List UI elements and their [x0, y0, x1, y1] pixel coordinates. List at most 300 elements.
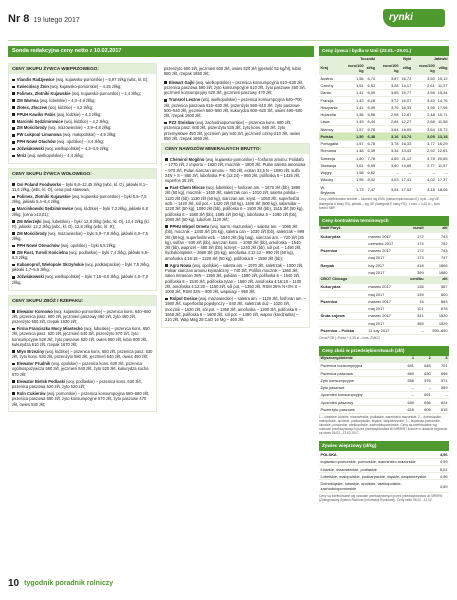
list-item [12, 309, 153, 325]
bullet-icon [12, 183, 15, 186]
pigs-title: Żywiec wieprzowy (zł/kg) [319, 441, 449, 451]
table-cell: 1,58 [342, 169, 365, 176]
list-item [12, 91, 153, 96]
contract-name: Kukurydza [319, 232, 367, 239]
table-cell: – [415, 384, 432, 391]
item-text: (woj. wielkopolskie) – 4,4 zł/kg; [26, 153, 84, 159]
bullet-icon [165, 298, 168, 301]
list-item [12, 77, 153, 82]
item-text: (woj. kujawsko-pomorskie) – fosforan amonu: Polidafo – 1770 zł/t, z importu – 1620 zł/t, mocznik – 1800 zł/t, Pulan saletra amonowa – 970 zł/t, Pulan siarczan amonu – 780 zł/t, extran 33,5 N – 1080 zł/t, sulfo 24N + S – 880 zł/t, lubofoska P-K (12:24) – 950 zł/t, polifoska 6 – 1425 zł/t, superfos 25 zł/t; [165, 156, 306, 184]
bullet-icon [12, 245, 15, 248]
table-cell: 16,33 [401, 104, 412, 110]
list-item [165, 224, 306, 261]
price-box [8, 63, 157, 164]
box-body [9, 74, 156, 163]
box-body [9, 179, 156, 290]
table-cell: 139 [403, 290, 425, 297]
table-cell: 16,09 [401, 126, 412, 132]
table-cell: 15,77 [401, 90, 412, 96]
grain-table [319, 356, 449, 414]
table-cell: 3,50 [413, 75, 436, 82]
table-cell: – [432, 391, 449, 398]
bullet-icon [12, 350, 15, 353]
header-cell: zł/kg [365, 63, 376, 75]
table-cell: 6,78 [365, 140, 376, 147]
eu-prices-note: Ceny zdefiniowane średnie – tuczniki: wg EMU (klasa mięśniowości E), byki – wg UE (kategoria A klasy R3), jałówki – wg UE (kategoria E klasy R3), 1 euro = 4,32 zł – kurs średni NBP. [319, 197, 440, 210]
box-title: CENY SKUPU ŻYWCA WIEPRZOWEGO: [9, 64, 156, 74]
header [8, 12, 80, 26]
table-cell: 136 [403, 283, 425, 290]
table-cell: 13,74 [401, 133, 412, 139]
list-item [12, 139, 153, 144]
footer [8, 577, 113, 590]
table-cell: 16,29 [437, 141, 448, 147]
table-cell: 6,82 [365, 169, 376, 176]
bullet-icon [12, 328, 15, 331]
table-row [319, 305, 449, 312]
bullet-icon [12, 127, 15, 130]
table-cell: 6,74 [365, 75, 376, 82]
item-text: (woj. kujawsko-pomorskie) – pszenica kons. 640–650 zł/t, pszenica pasz. 600 zł/t, jęczmień paszowy 480 zł/t, żyto 460 zł/t, pszenżyto 500 zł/t, rzepak 1630 zł/t; [12, 308, 151, 325]
item-text: (woj. łódzkie) – 4,3 zł/kg; [55, 111, 102, 117]
table-cell: marzec 2017 [367, 247, 404, 254]
table-cell: 10,71 [437, 112, 448, 118]
table-cell: 6,09 [365, 104, 376, 111]
company-name: Elewator Bielsk Podlaski [16, 378, 66, 384]
bullet-icon [12, 392, 15, 395]
company-name: Mróz [16, 153, 27, 159]
company-name: Fast-Chem Mircze [169, 185, 205, 191]
company-name: Kwiecińscy Żnin [16, 84, 49, 90]
table-cell: Lubelskie, małopolskie, podkarpackie, śląskie, świętokrzyskie [319, 473, 438, 480]
bullet-icon [12, 363, 15, 366]
item-text: (woj. wielkopolskie) – pszenica konsumpcyjna 610–630 zł/t, pszenica paszowa 590 zł/t, żyto konsumpcyjne 510 zł/t, żyto paszowe 460 zł/t, jęczmień konsumpcyjny 520 zł/t, jęczmień paszowy 470 zł/t; [164, 79, 306, 96]
header-cell: euro/100 kg [413, 63, 436, 75]
header-cell: zł/t [425, 276, 449, 283]
table-cell: 1,57 [342, 125, 365, 132]
table-cell: Holandia [319, 111, 342, 118]
table-cell: 418 [403, 262, 425, 269]
table-cell: 3,87 [377, 75, 400, 82]
item-text: (woj. zachodniopomorskie) – pszenica kons. 680 zł/t, pszenica pasz. 600 zł/t, pszenżyto 535 zł/t, żyto kons. 560 zł/t, żyto przemysłowe 450 zł/t, jęczmień jary 540 zł/t, jęczmień ozimy 510 zł/t, owies 550 zł/t, rzepak 1860 zł/t. [164, 120, 301, 142]
table-row [319, 480, 449, 492]
company-name: Elewator Kornowo [16, 308, 53, 314]
table-cell: Dolnośląskie, lubuskie, opolskie, wielkopolskie, zachodniopomorskie [319, 480, 438, 492]
table-row [319, 176, 449, 183]
table-cell: 1,43 [342, 96, 365, 103]
table-cell: 14,17 [401, 82, 412, 88]
grain-title: Ceny zbóż w przedsiębiorstwach (zł/t) [319, 346, 449, 356]
bullet-icon [12, 113, 15, 116]
list-item [12, 112, 153, 117]
table-cell: 1520 [425, 312, 449, 319]
issue-number: Nr 8 [8, 13, 30, 25]
list-item [12, 379, 153, 390]
table-cell: 1,38 [342, 111, 365, 118]
list-item [12, 119, 153, 124]
table-cell: 1,51 [342, 82, 365, 89]
table-row [319, 391, 449, 398]
table-cell: 3,78 [377, 140, 400, 147]
table-cell: marzec 2017 [367, 312, 404, 319]
group-header-row [319, 56, 449, 63]
table-cell: 2,84 [377, 118, 400, 125]
table-cell: 12,27 [401, 119, 412, 125]
subheader-row [319, 63, 449, 75]
item-text: (woj. lubuskie) – pszenica kons. 650 zł/t, pszenica pasz. 620 zł/t, jęczmień 540 zł/t, pszenżyto 570 zł/t, żyto konsumpcyjne 520 zł/t, żyto paszowe 520 zł/t, owies 550 zł/t, łubin 800 zł/t, kukurydza 610 zł/t, rzepak 1670 zł/t; [12, 326, 150, 348]
table-cell: 691 [399, 362, 416, 369]
list-item [12, 231, 153, 242]
table-cell: 5,01 [439, 466, 448, 472]
table-cell: Rumunia [319, 147, 342, 154]
list-item [12, 206, 153, 217]
bullet-icon [12, 208, 15, 211]
contract-name: Kukurydza [319, 283, 367, 290]
table-cell: 3,64 [377, 125, 400, 132]
item-text: (woj. łódzkie) – byki 7,3 zł/kg, jałówki 6,8 zł/kg, (cena ≥13,01); [12, 206, 148, 217]
table-cell: 571 [432, 377, 449, 384]
header-cell: 2 [415, 356, 432, 363]
table-cell: – [400, 169, 413, 176]
table-cell: – [399, 391, 416, 398]
table-row [319, 451, 449, 458]
list-item [12, 153, 153, 158]
bullet-icon [165, 158, 168, 161]
bullet-icon [12, 134, 15, 137]
table-cell: 3,40 [413, 96, 436, 103]
list-item [12, 243, 153, 248]
table-cell: 3,65 [377, 89, 400, 96]
table-cell: 3,05 [413, 133, 436, 140]
box-title: CENY SKUPU ZBÓŻ I RZEPAKU: [9, 296, 156, 306]
header-cell: Byki [377, 56, 413, 63]
company-name: PPH Nowé Otachów [16, 139, 56, 145]
table-cell: Żyto konsumpcyjne [319, 377, 399, 384]
bullet-icon [12, 196, 15, 199]
table-cell: 1529 [425, 320, 449, 327]
header-cell [319, 56, 342, 63]
table-cell: 399 [403, 269, 425, 276]
eu-prices-title: Ceny żywca i bydła w Unii (23.01.–29.01.) [319, 46, 449, 56]
company-name: Roln Cukierów [16, 390, 46, 396]
column-left [8, 63, 157, 416]
list-item [12, 125, 153, 130]
bullet-icon [12, 106, 15, 109]
table-row [319, 320, 449, 327]
bullet-icon [12, 276, 15, 279]
company-name: ZM Warmia [16, 97, 39, 103]
table-cell: 7,78 [365, 155, 376, 162]
list-item [12, 262, 153, 273]
table-row [319, 283, 449, 290]
table-row [319, 133, 449, 140]
table-cell: 3,72 [377, 96, 400, 103]
header-cell: cent/bu [403, 276, 425, 283]
header-cell: zł/t [425, 226, 449, 233]
list-item [165, 185, 306, 222]
bullet-icon [12, 264, 15, 267]
item-text: (woj. małopolskie) – 4,9 zł/kg; [61, 132, 117, 138]
table-cell: maj 2017 [367, 254, 404, 261]
item-text: (woj. łódzkie) – 4,2 zł/kg; [62, 118, 109, 124]
item-text: (woj. mazowieckie) – 3,9–4,8 zł/kg; [46, 125, 112, 131]
list-item [165, 157, 306, 184]
bullet-icon [12, 220, 15, 223]
table-cell: 1,41 [342, 104, 365, 111]
table-cell: 355 [403, 320, 425, 327]
table-cell: Pszenżyto paszowe [319, 406, 399, 413]
company-name: Firma Franciszka Mocy Miastecko [16, 326, 83, 332]
table-cell: 4,96 [439, 451, 448, 457]
item-text: (woj. wielkopolskie) – byki 7,15–8,0 zł/kg, jałówki 4,0–7,0 zł/kg. [12, 274, 149, 285]
table-row [319, 399, 449, 406]
table-row [319, 312, 449, 319]
table-cell: 6,52 [365, 82, 376, 89]
company-name: Marcinki Sędzimirowice [16, 118, 63, 124]
table-cell: 5,96 [365, 111, 376, 118]
header-cell: 1 [399, 356, 416, 363]
item-text: (woj. wielkopolskie) – 4,3–4,9 zł/kg; [43, 146, 110, 152]
table-cell: 2,92 [413, 147, 436, 154]
table-cell: 701 [432, 362, 449, 369]
table-cell: 8,42 [365, 176, 376, 183]
list-item [12, 391, 153, 407]
list-item [12, 349, 153, 360]
item-text: (woj. opolskie) – 4,4 zł/kg; [55, 139, 104, 145]
bullet-icon [12, 141, 15, 144]
table-cell: 2,98 [377, 111, 400, 118]
table-cell: 630 [415, 370, 432, 377]
table-cell: Jęczmień paszowy [319, 399, 399, 406]
contracts-table [319, 226, 449, 335]
item-text: (woj. podlaskie) – pszenica kons. 630 zł/t, pszenica paszowa 620 zł/t, żyto 520 zł/t; [12, 378, 142, 390]
table-row [319, 254, 449, 261]
table-cell: Francja [319, 96, 342, 103]
table-cell: 4,89 [377, 155, 400, 162]
table-cell: maj 2017 [367, 290, 404, 297]
table-cell: 16,33 [401, 141, 412, 147]
table-cell: Niemcy [319, 125, 342, 132]
table-cell: 174 [403, 240, 425, 247]
table-cell: 1680 [425, 269, 449, 276]
bullet-icon [12, 155, 15, 158]
table-cell: 624 [432, 399, 449, 406]
table-cell: 3,55 [413, 89, 436, 96]
table-cell: Pszenica paszowa [319, 370, 399, 377]
list-item [12, 361, 153, 377]
table-cell: 3,95 [413, 104, 436, 111]
table-cell: 3,40 [377, 162, 400, 169]
list-item [12, 250, 153, 261]
table-cell: 341 [403, 312, 425, 319]
table-cell: 636 [415, 399, 432, 406]
contract-name: Śruta sojowa [319, 312, 367, 319]
table-cell: 173 [403, 254, 425, 261]
contract-name [319, 290, 367, 297]
table-row [319, 82, 449, 89]
table-cell: – [413, 169, 436, 176]
contracts-note: Cena FOB (–Punkt + 4,30 zł – kurs: ZMK2) [319, 335, 380, 340]
table-cell: 4,18 [413, 184, 436, 196]
item-text: (woj. warm.-mazurskie) – saletra am. – 1090 zł/t (bb), mocznik – 1340 zł/t (25 kg), saletra can – 1030 zł/t (bb), saletrzak – 999 zł/t (50 kg), superfosfat wzb. – 1540 zł/t (big bag), siarczan am. – 720 zł/t (25 kg), sulfan – 930 zł/t (bb), siarczan kons. – 1090 zł/t (bb), amofoska – 1540 zł/t (bb), wapnzel – 480 zł/t (bb), kizeryt – 1240 zł/t (bb), sól pot. – 1490 zł/t, hydrokompleks – 2680 zł/t (25 kg), amofoska 4:12:12 – 990 zł/t (50 kg), amofoska 4:16:18 – 1220 zł/t (50 kg), polifoska 8 – 1590 zł/t (bb); [165, 223, 305, 261]
table-cell: marzec 2017 [367, 232, 404, 239]
header-cell: zł/kg [400, 63, 413, 75]
price-tables [319, 46, 449, 505]
table-cell: 1,95 [342, 176, 365, 183]
table-row [319, 155, 449, 162]
table-cell: 6,95 [365, 162, 376, 169]
table-cell: 4,96 [439, 473, 448, 479]
table-row [319, 370, 449, 377]
company-name: Złotex, Złoczew [16, 104, 48, 110]
company-name: PZZ Stoisław [168, 120, 195, 126]
table-row [319, 298, 449, 305]
bullet-icon [164, 99, 167, 102]
contract-name [319, 269, 367, 276]
table-cell: 615 [432, 406, 449, 413]
company-name: Elewator Prudnik [16, 361, 51, 367]
item-text: (woj. lubelskie) – 4,0–4,9 zł/kg; [38, 97, 96, 103]
table-cell: 1,49 [342, 118, 365, 125]
table-cell: 3,16 [377, 133, 400, 140]
column-middle [161, 63, 310, 416]
table-cell: 1,61 [342, 162, 365, 169]
list-item [12, 194, 153, 205]
table-cell: Żyto paszowe [319, 384, 399, 391]
table-row [319, 184, 449, 196]
bullet-icon [165, 225, 168, 228]
table-cell: Włochy [319, 176, 342, 183]
contract-name: Pszenica [319, 298, 367, 305]
item-text: (woj. mazowieckie) – saletra am. – 1120 zł/t, fosforan am. – 1980 zł/t, superfosfat pojedynczy – 840 zł/t, saletrzak duż – 1020 zł/t, mocznik – 1620 zł/t, sól pot. – 1360 zł/t, amofoska – 1200 zł/t, polifoska 6 – 1660 zł/t, polifoska 8 – 1600 zł/t, sól pot. – 1480 zł/t, wapno (kredziarka) – 210 zł/t, Wap Mag 28 CaO 16 Mg – 460 zł/t. [165, 296, 307, 323]
table-row [319, 96, 449, 103]
item-text: (woj. pomorskie) – pszenica konsumpcyjna 660–680 zł/t, pszenica paszowa 660 zł/t, żyto konsumpcyjne 570 zł/t, żyto paszowe 470 zł/t, owies 530 zł/t; [12, 390, 150, 407]
item-text: (woj. kujawsko-pomorskie) – byki 6,5–7,5 zł/kg, jałówki 5,4–6,4 zł/kg; [12, 194, 147, 205]
brand-logo: tygodnik poradnik rolniczy [24, 579, 114, 587]
company-name: Kabanoprof, Wielopole Skrzyńskie [16, 262, 84, 268]
list-item [12, 132, 153, 137]
table-cell: – [403, 327, 425, 334]
header-row [319, 356, 449, 363]
header-cell: CBOT Chicago [319, 276, 367, 283]
table-row [319, 232, 449, 239]
list-item [12, 98, 153, 103]
section-title: Sonda redakcyjna ceny netto z 10.02.2017 [8, 46, 314, 57]
table-cell: 2,61 [413, 82, 436, 89]
table-cell: 1,50 [342, 133, 365, 140]
bullet-icon [12, 99, 15, 102]
company-name: Osi Poland Foodworks [16, 181, 62, 187]
table-cell: 3,28 [377, 82, 400, 89]
item-text: (woj. lubelskie) – fosforan am. – 1870 zł/t (bb), 1890 zł/t (50 kg), mocznik – 1450 zł/t, saletrzak can – 1010 zł/t, saletra polska – 1120 zł/t (bb), 1130 zł/t (50 kg), siarczan am. kryst. – 1050 zł/t, superfosfat wzb. – 1420 zł/t, sól pot. – 1420 zł/t (50 kg), 1400 zł/t (500 kg), salamidar – 1220 zł/t (50 kg), 1090 zł/t (bb), polifoska 6 – 1500 zł/t (bb), 1515 zł/t (50 kg), polifoska 6 – 1580 zł/t (bb), 1595 zł/t (50 kg), lubofoska 5 – 1080 zł/t (bb), 1080 zł/t (50 kg), lubofom 1120 zł/t; [165, 185, 304, 222]
table-cell: Łódzkie, mazowieckie, podlaskie [319, 465, 438, 472]
table-row [319, 169, 449, 176]
table-cell: 18,06 [436, 184, 449, 196]
bullet-icon [165, 187, 168, 190]
bullet-icon [12, 251, 15, 254]
table-cell: 4,99 [439, 459, 448, 465]
table-cell: 17,06 [437, 104, 448, 110]
table-cell: 6,48 [365, 133, 376, 140]
item-text: (woj. kujawsko-pomorskie) – 4,4 zł/kg; [70, 90, 141, 96]
header-cell: 3 [432, 356, 449, 363]
continuation-text: pszenżyto 600 zł/t, jęczmień 600 zł/t, owies 520 zł/t (gęstość 52 kg/hl), łubin 880 zł/t, rzepak 1850 zł/t; [164, 66, 301, 77]
company-name: Polimex, Złotniki Kujawskie [16, 90, 71, 96]
eu-prices-table [319, 56, 449, 196]
table-cell: 605 [415, 406, 432, 413]
table-cell: Polska [319, 133, 342, 140]
item-text: (woj. wielkopolskie) – pszenica konsumpcyjna 640–700 zł/t, pszenica paszowa 615–630 zł/t, pszenżyto 560–610 zł/t, żyto paszowe 500–540 zł/t, jęczmień 560–580 zł/t, kukurydza 600–620 zł/t, owies 490–500 zł/t, rzepak 1600 zł/t; [164, 97, 303, 119]
table-cell: 600 [425, 290, 449, 297]
table-cell: 4,78 [413, 155, 436, 162]
table-row [319, 140, 449, 147]
contract-name [319, 240, 367, 247]
contract-name: Rzepak [319, 262, 367, 269]
section-logo: rynki [383, 9, 445, 27]
item-text: (woj. łódzkie) – 4,2 zł/kg; [47, 104, 94, 110]
table-cell: luty 2017 [367, 262, 404, 269]
company-name: Vlandis Radzjewice [16, 77, 55, 83]
price-box [8, 168, 157, 291]
table-cell: 590–690 [425, 327, 449, 334]
header-cell: euro/100 kg [342, 63, 365, 75]
contract-name [319, 320, 367, 327]
table-cell: maj 2017 [367, 269, 404, 276]
table-cell: 6,18 [365, 96, 376, 103]
table-row [319, 147, 449, 154]
company-name: Jóźwiakowski [16, 146, 44, 152]
header-cell: Matif Paryż [319, 226, 367, 233]
table-cell: 4,02 [413, 176, 436, 183]
table-cell: 3,76 [377, 104, 400, 111]
table-row [319, 75, 449, 82]
table-row [319, 162, 449, 169]
table-cell: 16,07 [401, 97, 412, 103]
table-row [319, 89, 449, 96]
table-cell: 6,78 [365, 125, 376, 132]
company-name: Chemirol Mogilno [169, 156, 205, 162]
list-item [12, 274, 153, 285]
list-item [12, 182, 153, 193]
list-item [165, 296, 306, 323]
header-cell [367, 226, 404, 233]
company-name: PPH Nowé Otmuchów [16, 243, 60, 249]
table-row [319, 362, 449, 369]
company-name: ZM Mościbrody [16, 230, 47, 236]
box-body [162, 154, 309, 327]
table-cell: 678 [425, 305, 449, 312]
table-cell: 640 [399, 399, 416, 406]
header-cell: Jałówki [413, 56, 449, 63]
company-name: PPUH Kawiks Pabis [16, 111, 56, 117]
table-cell: Słowacja [319, 162, 342, 169]
list-item [12, 146, 153, 151]
table-row [319, 104, 449, 111]
table-row [319, 384, 449, 391]
table-cell: 12,87 [401, 112, 412, 118]
table-cell: 15,34 [437, 90, 448, 96]
table-row [319, 290, 449, 297]
contract-name [319, 305, 367, 312]
table-cell: 747 [425, 254, 449, 261]
pigs-note: Ceny są zdefiniowane wg notowań przekazywanych przez przedsiębiorstwa do MRiRW (Zintegrowany System Rolniczej Informacji Rynkowej). Ceny netto 06.02.–12.02. [319, 493, 443, 502]
bullet-icon [12, 148, 15, 151]
header-row [319, 226, 449, 233]
table-cell: 121 [403, 305, 425, 312]
table-cell: 3,54 [377, 184, 400, 196]
company-name: PPHU Mirpol Ornetu [169, 223, 210, 229]
page-number: 10 [8, 578, 20, 589]
